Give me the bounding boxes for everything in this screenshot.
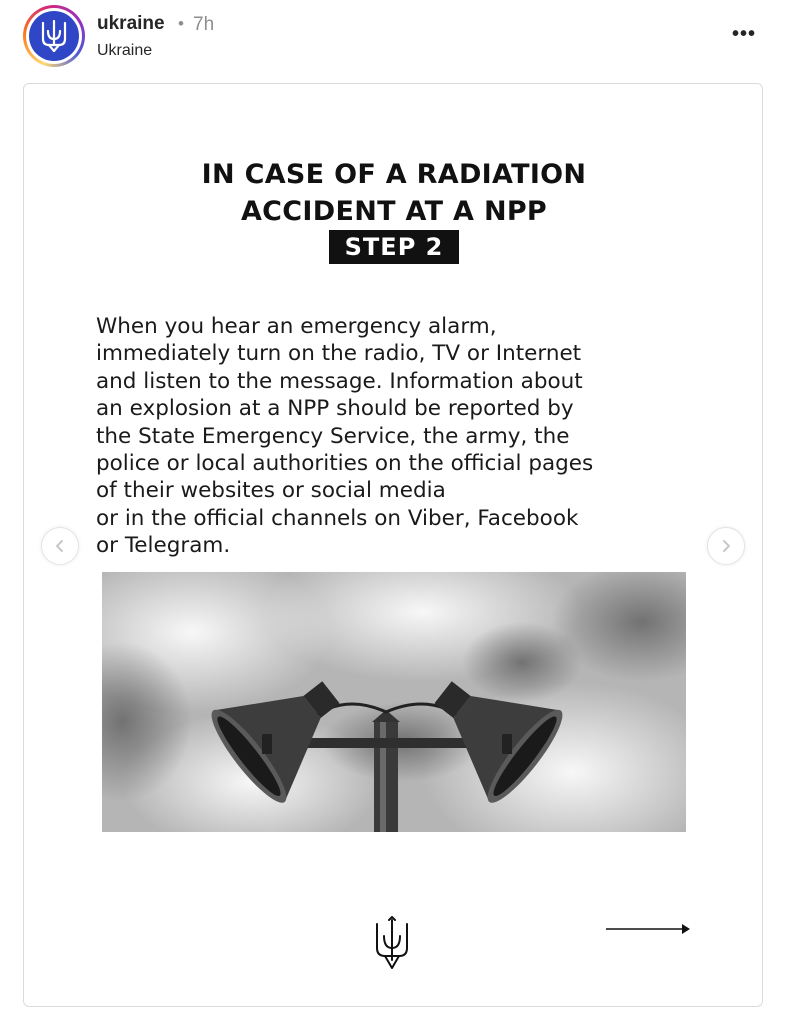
- footer-trident-icon: [373, 916, 411, 972]
- loudspeaker-photo: [102, 572, 686, 832]
- post-header: [0, 0, 787, 72]
- post-timestamp[interactable]: 7h: [193, 14, 215, 35]
- slide-title-line2: ACCIDENT AT A NPP: [240, 196, 548, 227]
- username-link[interactable]: ukraine: [97, 13, 165, 34]
- slide-title-line1: IN CASE OF A RADIATION: [201, 159, 587, 190]
- more-options-button[interactable]: [728, 18, 760, 50]
- post-carousel-slide: [23, 83, 763, 1007]
- slide-body-text: When you hear an emergency alarm, immediately turn on the radio, TV or Internet and listen to the message. Information about an explosion at a NPP should be reported by the State Emergency Service, the army, the police or local authorities on the official pages of their websites or social media or in the official channels on Viber, Facebook or Telegram.: [96, 314, 594, 559]
- step-badge: STEP 2: [329, 230, 459, 264]
- chevron-right-icon: [719, 539, 733, 553]
- trident-icon: [39, 19, 69, 53]
- carousel-next-button[interactable]: [707, 527, 745, 565]
- avatar[interactable]: [23, 5, 85, 67]
- separator-dot: •: [178, 14, 184, 33]
- arrow-right-icon: [606, 922, 692, 936]
- slide-title: [24, 156, 763, 230]
- carousel-prev-button[interactable]: [41, 527, 79, 565]
- location-link[interactable]: Ukraine: [97, 42, 153, 59]
- more-options-label: •••: [731, 22, 756, 45]
- chevron-left-icon: [53, 539, 67, 553]
